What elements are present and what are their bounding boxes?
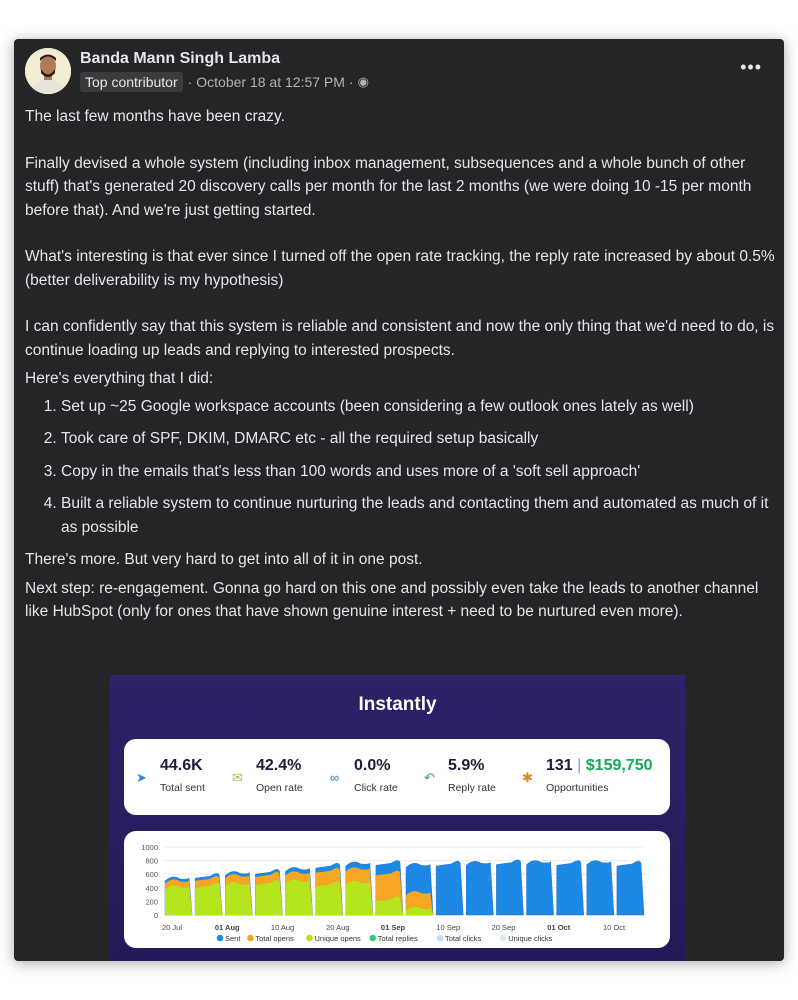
area-unique	[286, 880, 313, 915]
paragraph: Next step: re-engagement. Gonna go hard on this one and possibly even take the leads to another channel like HubSpot (only for ones that have shown genuine interest + need to be nurtured even more).	[25, 579, 759, 620]
area-unique	[346, 881, 373, 915]
party-popper-icon: ✱	[522, 770, 533, 785]
avatar-portrait	[25, 48, 71, 94]
chart-panel	[124, 831, 670, 948]
paragraph: I can confidently say that this system is reliable and consistent and now the only thing that we'd need to do, is continue loading up leads and replying to interested prospects.	[25, 318, 775, 359]
area-unique	[255, 880, 282, 915]
legend-swatch	[500, 935, 507, 942]
legend-label: Total opens	[255, 934, 294, 943]
x-tick-label: 20 Aug	[326, 923, 350, 932]
paragraph: Here's everything that I did:	[25, 370, 214, 387]
stat-value: 0.0%	[354, 757, 391, 774]
instantly-logo: Instantly	[358, 694, 437, 715]
paragraph: What's interesting is that ever since I turned off the open rate tracking, the reply rate increased by about 0.5% (better deliverability is my hypothesis)	[25, 248, 775, 289]
area-sent	[587, 861, 614, 915]
top-contributor-badge[interactable]: Top contributor	[80, 72, 183, 92]
legend-swatch	[217, 935, 224, 942]
legend-swatch	[306, 935, 313, 942]
y-tick-label: 200	[145, 897, 158, 907]
x-tick-label: 10 Sep	[436, 923, 461, 932]
list-item: 1. Set up ~25 Google workspace accounts (been considering a few outlook ones lately as well)	[61, 395, 777, 419]
timestamp[interactable]: October 18 at 12:57 PM	[196, 74, 345, 90]
author-name[interactable]: Banda Mann Singh Lamba	[80, 50, 281, 67]
opportunities-count: 131	[546, 757, 573, 774]
area-sent	[466, 861, 493, 915]
area-unique	[165, 886, 192, 915]
x-tick-label: 20 Sep	[491, 923, 516, 932]
y-tick-label: 400	[145, 883, 158, 893]
paper-plane-icon: ➤	[136, 770, 147, 785]
legend-label: Sent	[225, 934, 241, 943]
list-item: 3. Copy in the emails that's less than 100 words and uses more of a 'soft sell approach'	[61, 460, 777, 484]
area-chart	[124, 831, 670, 948]
area-sent	[527, 861, 554, 915]
stat-value	[546, 757, 653, 775]
area-unique	[225, 882, 252, 915]
stat-value: 42.4%	[256, 757, 302, 774]
legend-swatch	[369, 935, 376, 942]
paragraph: There's more. But very hard to get into all of it in one post.	[25, 551, 423, 568]
area-unique	[316, 882, 343, 915]
stat-label: Open rate	[256, 782, 303, 794]
list-item: 2. Took care of SPF, DKIM, DMARC etc - all the required setup basically	[61, 427, 777, 451]
legend-label: Unique clicks	[508, 934, 553, 943]
x-tick-label: 20 Jul	[161, 923, 183, 932]
y-tick-label: 600	[145, 870, 158, 880]
legend-label: Total clicks	[445, 934, 482, 943]
stat-label: Total sent	[160, 782, 205, 794]
y-tick-label: 1000	[141, 843, 158, 852]
legend-swatch	[437, 935, 444, 942]
x-tick-label: 10 Aug	[270, 923, 295, 932]
post-image[interactable]	[110, 675, 685, 961]
steps-list	[25, 395, 777, 540]
avatar[interactable]	[25, 48, 71, 94]
stat-value: 5.9%	[448, 757, 485, 774]
pipe-separator: |	[577, 757, 582, 774]
y-tick-label: 0	[153, 911, 158, 920]
stats-panel	[124, 739, 670, 815]
list-item: 4. Built a reliable system to continue nurturing the leads and contacting them and automated as much of it as possible	[61, 492, 777, 539]
stat-label: Opportunities	[546, 782, 609, 794]
post-body	[25, 105, 777, 624]
stat-label: Click rate	[354, 782, 398, 794]
stat-value: 44.6K	[160, 757, 203, 774]
y-tick-label: 800	[145, 856, 158, 866]
area-unique	[195, 883, 222, 915]
paragraph: Finally devised a whole system (including inbox management, subsequences and a whole bunch of other stuff) that's generated 20 discovery calls per month for the last 2 months (we were doing 10 -15 per month before that). And we're just getting started.	[25, 154, 752, 219]
meta-separator: ·	[187, 74, 193, 90]
reply-arrow-icon: ↶	[424, 770, 435, 785]
legend-swatch	[247, 935, 254, 942]
meta-separator-2: ·	[348, 74, 354, 90]
area-sent	[557, 861, 584, 915]
area-sent	[436, 861, 463, 915]
legend-label: Total replies	[377, 934, 418, 943]
envelope-open-icon: ✉	[232, 770, 243, 785]
legend-label: Unique opens	[314, 934, 361, 943]
post-card	[14, 39, 784, 961]
x-tick-label: 01 Aug	[214, 923, 240, 932]
area-sent	[496, 860, 523, 915]
post-meta	[80, 72, 369, 92]
x-tick-label: 01 Oct	[547, 923, 571, 932]
globe-icon[interactable]: ◉	[357, 74, 369, 89]
area-sent	[617, 861, 644, 915]
opportunities-value: $159,750	[585, 757, 653, 774]
x-tick-label: 10 Oct	[602, 923, 626, 932]
stat-label: Reply rate	[448, 782, 496, 794]
x-tick-label: 01 Sep	[380, 923, 406, 932]
paragraph: The last few months have been crazy.	[25, 108, 285, 125]
link-icon: ∞	[330, 770, 340, 785]
more-options-button[interactable]: •••	[740, 57, 762, 77]
